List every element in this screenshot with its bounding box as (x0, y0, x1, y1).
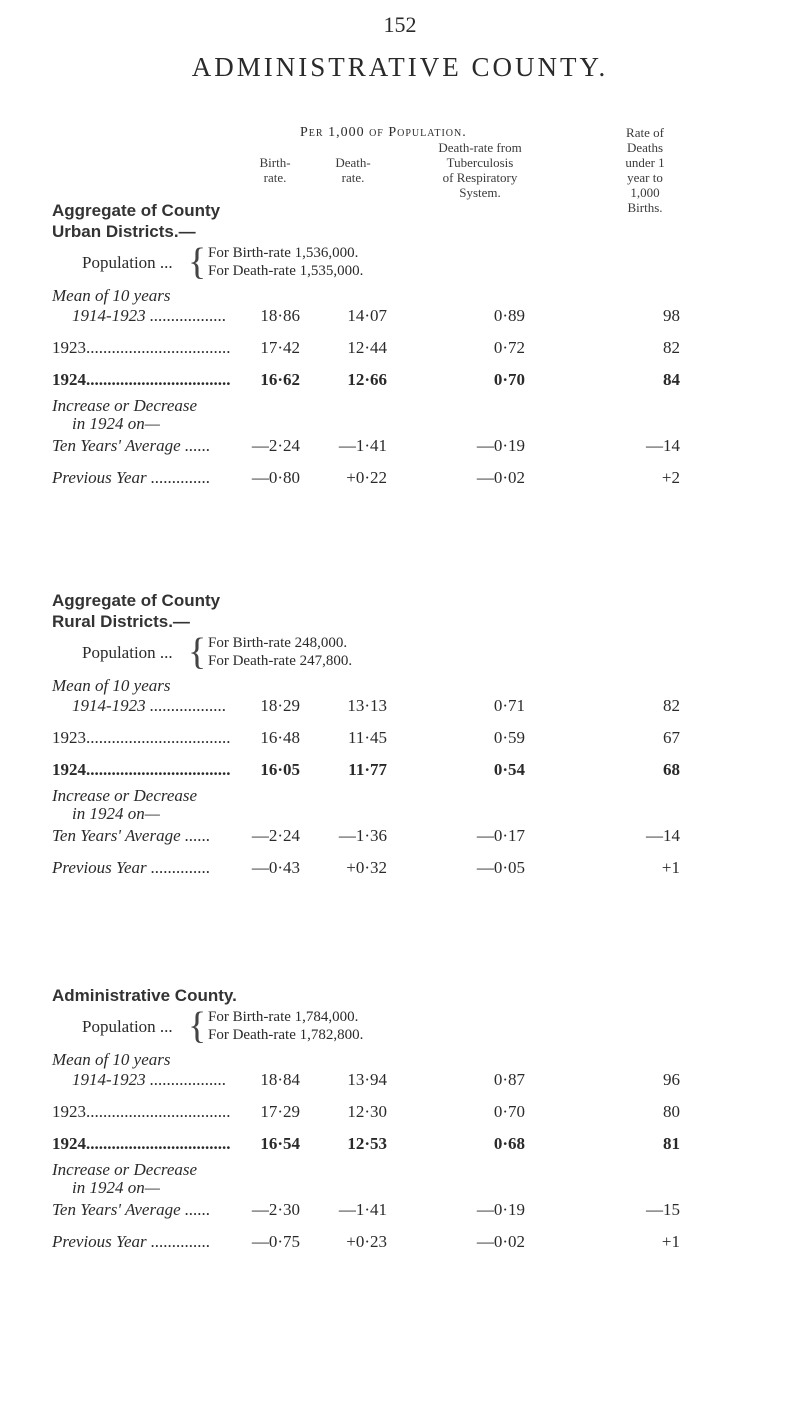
infant-rate-value: 82 (663, 696, 680, 715)
death-rate-value: 14·07 (347, 306, 387, 325)
population-death-basis: For Death-rate 1,535,000. (208, 263, 364, 279)
infant-rate-value: 81 (663, 1134, 680, 1153)
tb-rate-value: —0·17 (476, 826, 525, 845)
section-heading: Aggregate of County Rural Districts.— (52, 591, 221, 631)
death-rate-value: —1·36 (338, 826, 387, 845)
death-rate-value: 13·94 (347, 1070, 387, 1089)
birth-rate-value: —0·75 (251, 1232, 300, 1251)
tuberculosis-header: Death-rate from Tuberculosis of Respiratory System. (438, 140, 522, 200)
incdec-label: Increase or Decrease (52, 1160, 198, 1179)
tb-rate-value: —0·02 (476, 1232, 525, 1251)
tb-rate-value: 0·68 (493, 1134, 525, 1153)
infant-rate-value: 68 (663, 760, 680, 779)
birth-rate-value: —2·30 (251, 1200, 300, 1219)
death-rate-value: +0·22 (346, 468, 387, 487)
tb-rate-value: —0·19 (476, 436, 525, 455)
death-rate-value: 11·45 (347, 728, 387, 747)
infant-rate-value: +1 (661, 1232, 680, 1251)
birth-rate-value: 16·48 (260, 728, 300, 747)
mean-label: Mean of 10 years (52, 286, 171, 305)
tb-rate-value: 0·70 (493, 370, 525, 389)
infant-rate-value: 84 (663, 370, 680, 389)
birth-rate-value: —2·24 (251, 436, 300, 455)
birth-rate-value: —0·80 (251, 468, 300, 487)
birth-rate-header: Birth- rate. (259, 155, 291, 185)
death-rate-value: 13·13 (347, 696, 387, 715)
tb-rate-value: 0·54 (493, 760, 525, 779)
tb-rate-value: 0·89 (493, 306, 525, 325)
brace-glyph: { (188, 1005, 207, 1047)
death-rate-value: 12·44 (347, 338, 387, 357)
birth-rate-value: 16·05 (260, 760, 300, 779)
tb-rate-value: —0·02 (476, 468, 525, 487)
year-1924-label: 1924.................................. (52, 370, 231, 389)
population-label: Population ... (82, 253, 173, 272)
infant-rate-value: 98 (663, 306, 680, 325)
page-number: 152 (383, 12, 417, 37)
ten-years-label: Ten Years' Average ...... (52, 1200, 211, 1219)
brace-glyph: { (188, 631, 207, 673)
population-birth-basis: For Birth-rate 1,784,000. (208, 1009, 359, 1025)
population-label: Population ... (82, 1017, 173, 1036)
year-1924-label: 1924.................................. (52, 1134, 231, 1153)
per-population-header: Per 1,000 of Population. (300, 125, 467, 140)
population-death-basis: For Death-rate 1,782,800. (208, 1027, 364, 1043)
death-rate-value: 11·77 (348, 760, 387, 779)
death-rate-value: —1·41 (338, 1200, 387, 1219)
section-heading: Administrative County. (52, 986, 237, 1005)
incdec-label: Increase or Decrease (52, 786, 198, 805)
infant-rate-value: 82 (663, 338, 680, 357)
tb-rate-value: 0·87 (493, 1070, 525, 1089)
birth-rate-value: 18·86 (260, 306, 300, 325)
tb-rate-value: —0·05 (476, 858, 525, 877)
birth-rate-value: 17·42 (260, 338, 300, 357)
infant-rate-value: 80 (663, 1102, 680, 1121)
incdec-sub-label: in 1924 on— (72, 1178, 160, 1197)
year-1923-label: 1923.................................. (52, 338, 231, 357)
death-rate-value: 12·53 (347, 1134, 387, 1153)
incdec-sub-label: in 1924 on— (72, 414, 160, 433)
year-1923-label: 1923.................................. (52, 728, 231, 747)
death-rate-value: —1·41 (338, 436, 387, 455)
year-1924-label: 1924.................................. (52, 760, 231, 779)
infant-rate-value: +2 (661, 468, 680, 487)
mean-label: Mean of 10 years (52, 676, 171, 695)
ten-years-label: Ten Years' Average ...... (52, 436, 211, 455)
death-rate-header: Death- rate. (335, 155, 371, 185)
death-rate-value: +0·23 (346, 1232, 387, 1251)
incdec-label: Increase or Decrease (52, 396, 198, 415)
birth-rate-value: —2·24 (251, 826, 300, 845)
infant-rate-value: —15 (646, 1200, 680, 1219)
population-label: Population ... (82, 643, 173, 662)
infant-rate-value: —14 (646, 436, 680, 455)
tb-rate-value: 0·70 (493, 1102, 525, 1121)
mean-years-label: 1914-1923 .................. (72, 696, 227, 715)
mean-years-label: 1914-1923 .................. (72, 1070, 227, 1089)
population-birth-basis: For Birth-rate 248,000. (208, 635, 348, 651)
previous-year-label: Previous Year .............. (52, 1232, 211, 1251)
infant-rate-value: 67 (663, 728, 680, 747)
birth-rate-value: —0·43 (251, 858, 300, 877)
birth-rate-value: 17·29 (260, 1102, 300, 1121)
tb-rate-value: 0·72 (493, 338, 525, 357)
birth-rate-value: 16·62 (260, 370, 300, 389)
infant-rate-value: +1 (661, 858, 680, 877)
birth-rate-value: 16·54 (260, 1134, 300, 1153)
death-rate-value: 12·66 (347, 370, 387, 389)
population-birth-basis: For Birth-rate 1,536,000. (208, 245, 359, 261)
tb-rate-value: 0·59 (493, 728, 525, 747)
previous-year-label: Previous Year .............. (52, 468, 211, 487)
mean-label: Mean of 10 years (52, 1050, 171, 1069)
year-1923-label: 1923.................................. (52, 1102, 231, 1121)
birth-rate-value: 18·29 (260, 696, 300, 715)
infant-rate-value: —14 (646, 826, 680, 845)
population-death-basis: For Death-rate 247,800. (208, 653, 353, 669)
previous-year-label: Previous Year .............. (52, 858, 211, 877)
death-rate-value: +0·32 (346, 858, 387, 877)
section-heading: Aggregate of County Urban Districts.— (52, 201, 221, 241)
death-rate-value: 12·30 (347, 1102, 387, 1121)
page-title: ADMINISTRATIVE COUNTY. (191, 52, 609, 82)
mean-years-label: 1914-1923 .................. (72, 306, 227, 325)
birth-rate-value: 18·84 (260, 1070, 300, 1089)
infant-death-header: Rate of Deaths under 1 year to 1,000 Births. (625, 125, 665, 215)
ten-years-label: Ten Years' Average ...... (52, 826, 211, 845)
infant-rate-value: 96 (663, 1070, 680, 1089)
tb-rate-value: —0·19 (476, 1200, 525, 1219)
brace-glyph: { (188, 241, 207, 283)
incdec-sub-label: in 1924 on— (72, 804, 160, 823)
tb-rate-value: 0·71 (493, 696, 525, 715)
